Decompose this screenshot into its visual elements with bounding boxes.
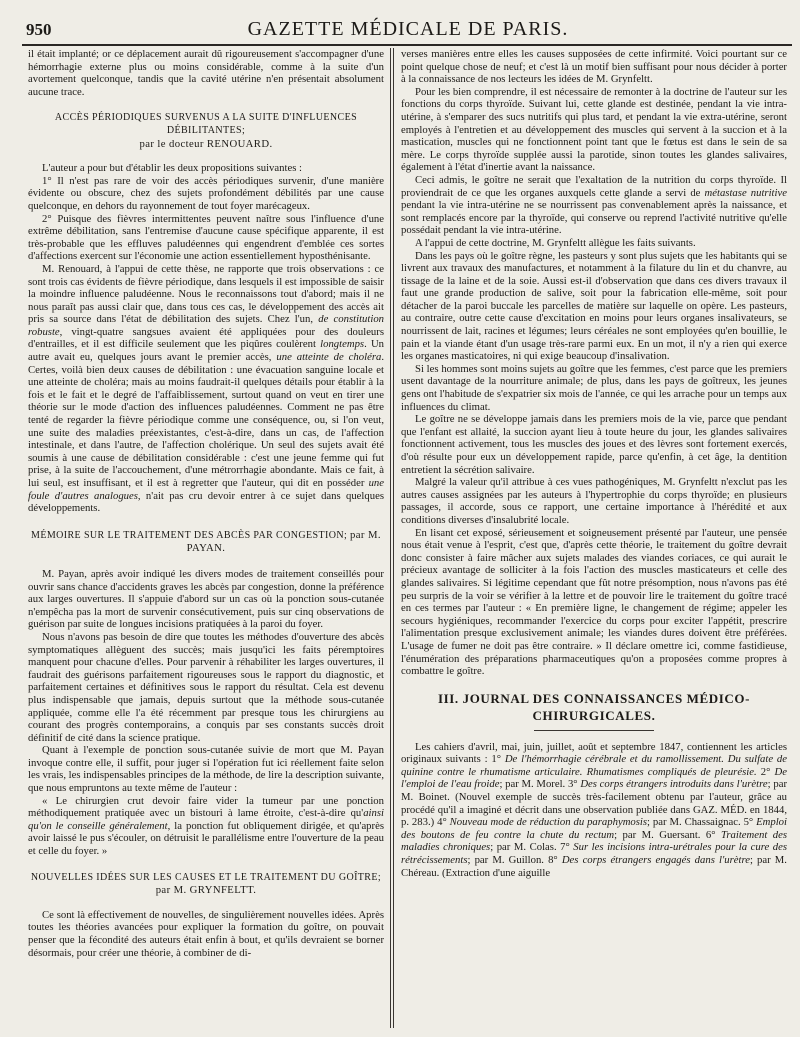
text-run: Ceci admis, le goître ne serait que l'exaltation de la nutrition du corps thyroïde. Il proviendrait de ce que les organes auxquels cette glande a servi de [401,173,787,199]
text-run: , la ponction fut obliquement dirigée, et qu'après avoir laissé le pus s'écouler, on détruisit le parallélisme entre l'ouverture de la peau et celle du foyer. » [28,819,384,858]
page-number: 950 [26,20,52,39]
paragraph: Si les hommes sont moins sujets au goître que les femmes, c'est parce que les premiers usent davantage de la nourriture animale; de plus, dans les pays de goîtreux, les jeunes gens ont l'habitude de s'expatrier six mois de l'année, ce qui les arrache pour un temps aux influences du climat. [401,362,787,413]
paragraph: 2° Puisque des fièvres intermittentes peuvent naître sous l'influence d'une extrême débilitation, sans l'entremise d'aucune cause spécifique apparente, il est très-probable que les effluves paludéennes qui engendrent d'emblée ces sortes d'affections exercent sur l'économie une action essentiellement hyposthénisante. [28,212,384,263]
emphasis: de constitution robuste [28,313,385,338]
paragraph: Nous n'avons pas besoin de dire que toutes les méthodes d'ouverture des abcès symptomatiques allèguent des succès; mais jusqu'ici les faits péremptoires manquent pour chacune d'elles. Pour parvenir à réhabiliter les larges ouvertures, il faudrait des guérisons parfaitement rigoureuses sous le rapport du diagnostic, et parfaitement certaines et définitives sous le rapport du résultat. Cela est devenu plus indispensable que jamais, depuis surtout que la méthode sous-cutanée appliquée, comme elle l'a été récemment par presque tous les chirurgiens au courant des progrès contemporains, a conquis par ses constants succès droit définitif de cité dans la science pratique. [28,630,384,744]
column-divider [390,48,391,1028]
paragraph: A l'appui de cette doctrine, M. Grynfeltt allègue les faits suivants. [415,236,696,249]
section-title-text: ACCÈS PÉRIODIQUES SURVENUS A LA SUITE D'INFLUENCES DÉBILITANTES; [54,112,358,136]
paragraph: 1° Il n'est pas rare de voir des accès périodiques survenir, d'une manière évidente ou obscure, chez des sujets profondément débilités par une cause quelconque, en dehors du rayonnement de tout foyer marécageux. [28,174,384,212]
text-run: Les cahiers d'avril, mai, juin, juillet, août et septembre 1847, contiennent les articles originaux suivants : 1° [401,740,787,766]
paragraph: M. Payan, après avoir indiqué les divers modes de traitement conseillés pour ouvrir sans chance d'accidents graves les abcès par congestion, donne la préférence aux larges ouvertures. Il s'appuie d'abord sur un cas où la ponction sous-cutanée n'empêcha pas la mort de survenir consécutivement, puis sur cinq observations de guérison par suite de longues incisions pratiquées à la paroi du foyer. [28,567,384,631]
paragraph [28,263,384,515]
emphasis: métastase nutritive [704,186,787,199]
section-rule [534,730,654,731]
emphasis: Traitement des maladies chroniques [401,828,788,854]
text-run: . Un autre avait eu, quelques jours avant le premier accès, [28,338,385,364]
text-run: M. Renouard, à l'appui de cette thèse, ne rapporte que trois observations : ce sont trois cas évidents de fièvre périodique, dans lesquels il est impossible de saisir la moindre influence paludéenne. Nous le reconnaissons tout d'abord; mais il ne nous paraît pas aussi clair que, dans tous ces cas, le développement des accès ait pris sa source dans l'état de débilitation des sujets. Chez l'un, [28,262,384,326]
emphasis: Sur les incisions intra-urétrales pour la cure des rétrécissements [401,841,787,867]
page-header [22,14,794,46]
emphasis: Emploi des boutons de feu contre la chute du rectum [401,816,787,841]
text-run: ; par M. Morel. 3° [499,778,578,791]
section-heading-grynfeltt [28,872,384,897]
paragraph [28,795,384,858]
text-run: ; par M. Guillon. 8° [467,854,558,867]
section-title-line: III. JOURNAL DES CONNAISSANCES MÉDICO- [437,690,751,706]
paragraph: Pour les bien comprendre, il est nécessaire de remonter à la doctrine de l'auteur sur les fonctions du corps thyroïde. Suivant lui, cette glande est destinée, pendant la vie intra-utérine, à s'emparer des sucs nutritifs qui plus tard, et pendant la vie extra-utérine, seront employés à l'entretien et au développement des muscles qui servent à la succion et à la mastication, muscles qui ne fonctionnent point tant que le fœtus est dans le sein de sa mère. Le corps thyroïde supplée aussi la parotide, sinon toutes les glandes salivaires, également à l'état d'inertie avant la naissance. [401,85,787,174]
text-run: ; par M. Chassaignac. 5° [647,816,754,829]
column-divider-inner [393,48,394,1028]
text-run: , n'ait pas cru devoir entrer à ce sujet dans quelques développements. [28,489,384,515]
paragraph: Ce sont là effectivement de nouvelles, de singulièrement nouvelles idées. Après toutes les théories avancées pour expliquer la formation du goître, on pouvait penser que la fécondité des auteurs était enfin à bout, et qu'ils devraient se borner désormais, pour créer une théorie, à combiner de di- [28,908,384,959]
paragraph: Dans les pays où le goître règne, les pasteurs y sont plus sujets que les habitants qui se livrent aux travaux des manufactures, et notamment à la filature du lin et du chanvre, au tissage de la laine et de la soie. Aussi est-il d'observation que dans ces divers travaux il faut une grande production de salive, soit pour la fabrication elle-même, soit pour détacher de la paroi buccale les parcelles de matière sur laquelle on opère. Les pasteurs, au contraire, outre cette cause d'excitation en moins pour leurs organes insalivateurs, se nourrissent de lait, racines et légumes; leurs céréales ne sont employées qu'en bouillie, le pain et la viande étant d'un usage très-rare parmi eux. En un mot, il n'y a rien qui exerce les organes masticatoires, ni qui exige beaucoup d'insalivation. [401,249,787,363]
text-run: 2° [760,765,771,778]
section-author: par M. GRYNFELTT. [155,884,257,897]
left-column [28,48,384,959]
section-author: par M. PAYAN. [186,528,381,555]
text-run: pendant la vie intra-utérine ne se nourrissent pas convenablement après la naissance, et sont remplacés encore par la thyroïde, qui conserve ou reprend l'activité nutritive qu'elle possédait pendant la vie intra-utérine. [401,199,787,237]
paragraph: verses manières entre elles les causes supposées de cette infirmité. Voici pourtant sur ce point quelque chose de neuf; et c'est là un motif bien suffisant pour nous décider à porter à la connaissance de nos lecteurs les idées de M. Grynfeltt. [401,48,787,86]
section-heading-renouard [28,112,384,150]
section-title-line: CHIRURGICALES. [532,707,656,723]
emphasis: une foule d'autres analogues [28,477,385,502]
paragraph: En lisant cet exposé, sérieusement et soigneusement présenté par l'auteur, une pensée nous était venue à l'esprit, c'est que, d'après cette théorie, le traitement du goître devrait donc consister à faire mâcher aux sujets malades des viandes coriaces, ce qui aurait le précieux avantage de solliciter à la fois l'action des muscles masticateurs et celle des glandes salivaires. Si légitime cependant que fût notre présomption, nous n'avons pas été peu surpris de la voir se vérifier à la lettre et de pouvoir lire le traitement du goître tracé en ces termes par l'auteur : « En première ligne, le changement de régime; appeler les secours hygiéniques, recommander l'exercice du corps pour exciter l'appétit, prescrire l'alimentation presque exclusivement animale; les viandes dures doivent être préférées. L'usage de fumer ne doit pas être contraire. » Il déclare omettre ici, comme fastidieuse, l'énumération des préparations pharmaceutiques qu'on a proposées comme propres à combattre le goître. [401,526,787,678]
right-column [401,48,787,879]
section-heading-journal [401,690,787,731]
paragraph [401,174,787,237]
emphasis: Nouveau mode de réduction du paraphymosis [449,816,648,829]
text-run: ; par M. Guersant. 6° [614,828,716,841]
text-run: , vingt-quatre sangsues avaient été appliquées pour des douleurs d'entrailles, et il est difficile seulement que les piqûres coulèrent [28,325,384,351]
section-heading-payan [28,529,384,556]
header-rule [22,44,792,46]
emphasis: Des corps étrangers introduits dans l'urètre [580,778,768,791]
paragraph: il était implanté; or ce déplacement aurait dû rigoureusement s'accompagner d'une hémorrhagie externe plus ou moins considérable, comme à la suite d'un avortement quelconque, tandis que la cavité utérine n'en présentait absolument aucune trace. [28,48,384,98]
emphasis: De l'emploi de l'eau froide [401,765,787,791]
text-run: ; par M. Chéreau. (Extraction d'une aiguille [401,854,787,879]
section-title-text: NOUVELLES IDÉES SUR LES CAUSES ET LE TRAITEMENT DU GOÎTRE; [30,871,382,883]
paragraph: Malgré la valeur qu'il attribue à ces vues pathogéniques, M. Grynfeltt n'exclut pas les autres causes assignées par les auteurs à l'hypertrophie du corps thyroïde; en plusieurs passages, il accorde, sous ce rapport, une certaine importance à l'hérédité et aux conditions diverses d'insalubrité locale. [401,476,787,526]
paragraph: Quant à l'exemple de ponction sous-cutanée suivie de mort que M. Payan invoque contre elle, il suffit, pour juger si l'opération fut ici réellement faite selon les vrais, les indispensables principes de la méthode, de lire la description suivante, que nous empruntons au texte même de l'auteur : [28,744,384,795]
emphasis: De l'hémorrhagie cérébrale et du ramollissement. Du sulfate de quinine contre le rhumatisme articulaire. Rhumatismes compliqués de pleurésie. [401,753,788,778]
text-run: ; par M. Colas. 7° [490,841,570,854]
journal-title: GAZETTE MÉDICALE DE PARIS. [247,18,569,40]
paragraph [401,741,787,880]
emphasis: longtemps [320,338,365,351]
section-author: par le docteur RENOUARD. [139,137,273,150]
paragraph: L'auteur a pour but d'établir les deux propositions suivantes : [42,162,303,175]
section-title-text: MÉMOIRE SUR LE TRAITEMENT DES ABCÈS PAR CONGESTION; [31,529,348,541]
emphasis: une atteinte de choléra [276,351,382,364]
text-run: ; par M. Boinet. (Nouvel exemple de succès très-facilement obtenu par l'auteur, grâce au procédé qu'il a imaginé et décrit dans une observation publiée dans GAZ. MÉD. en 1844, p. 283.) 4° [401,778,788,829]
emphasis: Des corps étrangers engagés dans l'urètre [561,854,750,867]
text-run: « Le chirurgien crut devoir faire vider la tumeur par une ponction méthodiquement pratiquée avec un bistouri à lame étroite, c'est-à-dire qu' [28,794,384,820]
text-run: . Certes, voilà bien deux causes de débilitation : une évacuation sanguine locale et une atteinte de choléra; mais au moins faudrait-il quelques détails pour établir à la fois et le fait et le degré de l'affaiblissement, surtout quand on veut en tirer une théorie sur le mode d'action des influences paludéennes. Comment ne pas être tenté de regarder la fièvre périodique comme une conséquence, ou, si l'on veut, une suite des maladies préexistantes, c'est-à-dire, dans un cas, de l'affection intestinale, et dans l'autre, de l'affection cholérique. Un seul des sujets avait été soumis à une cause de débilitation considérable : c'est une jeune femme qui fut prise, à la suite de l'accouchement, d'une métrorrhagie abondante. Mais ce fait, à lui seul, est insuffisant, et il est à regretter que l'auteur, qui dit en posséder [28,351,385,489]
paragraph: Le goître ne se développe jamais dans les premiers mois de la vie, parce que pendant que l'enfant est allaité, la succion ayant lieu à toute heure du jour, les glandes salivaires fonctionnent activement, tous les muscles des joues et des lèvres sont fortement exercés, d'où résulte pour eux un développement rapide, parce qu'enfin, à cet âge, la dentition entretient la sécrétion salivaire. [401,413,787,476]
emphasis: ainsi qu'on le conseille généralement [28,807,384,832]
